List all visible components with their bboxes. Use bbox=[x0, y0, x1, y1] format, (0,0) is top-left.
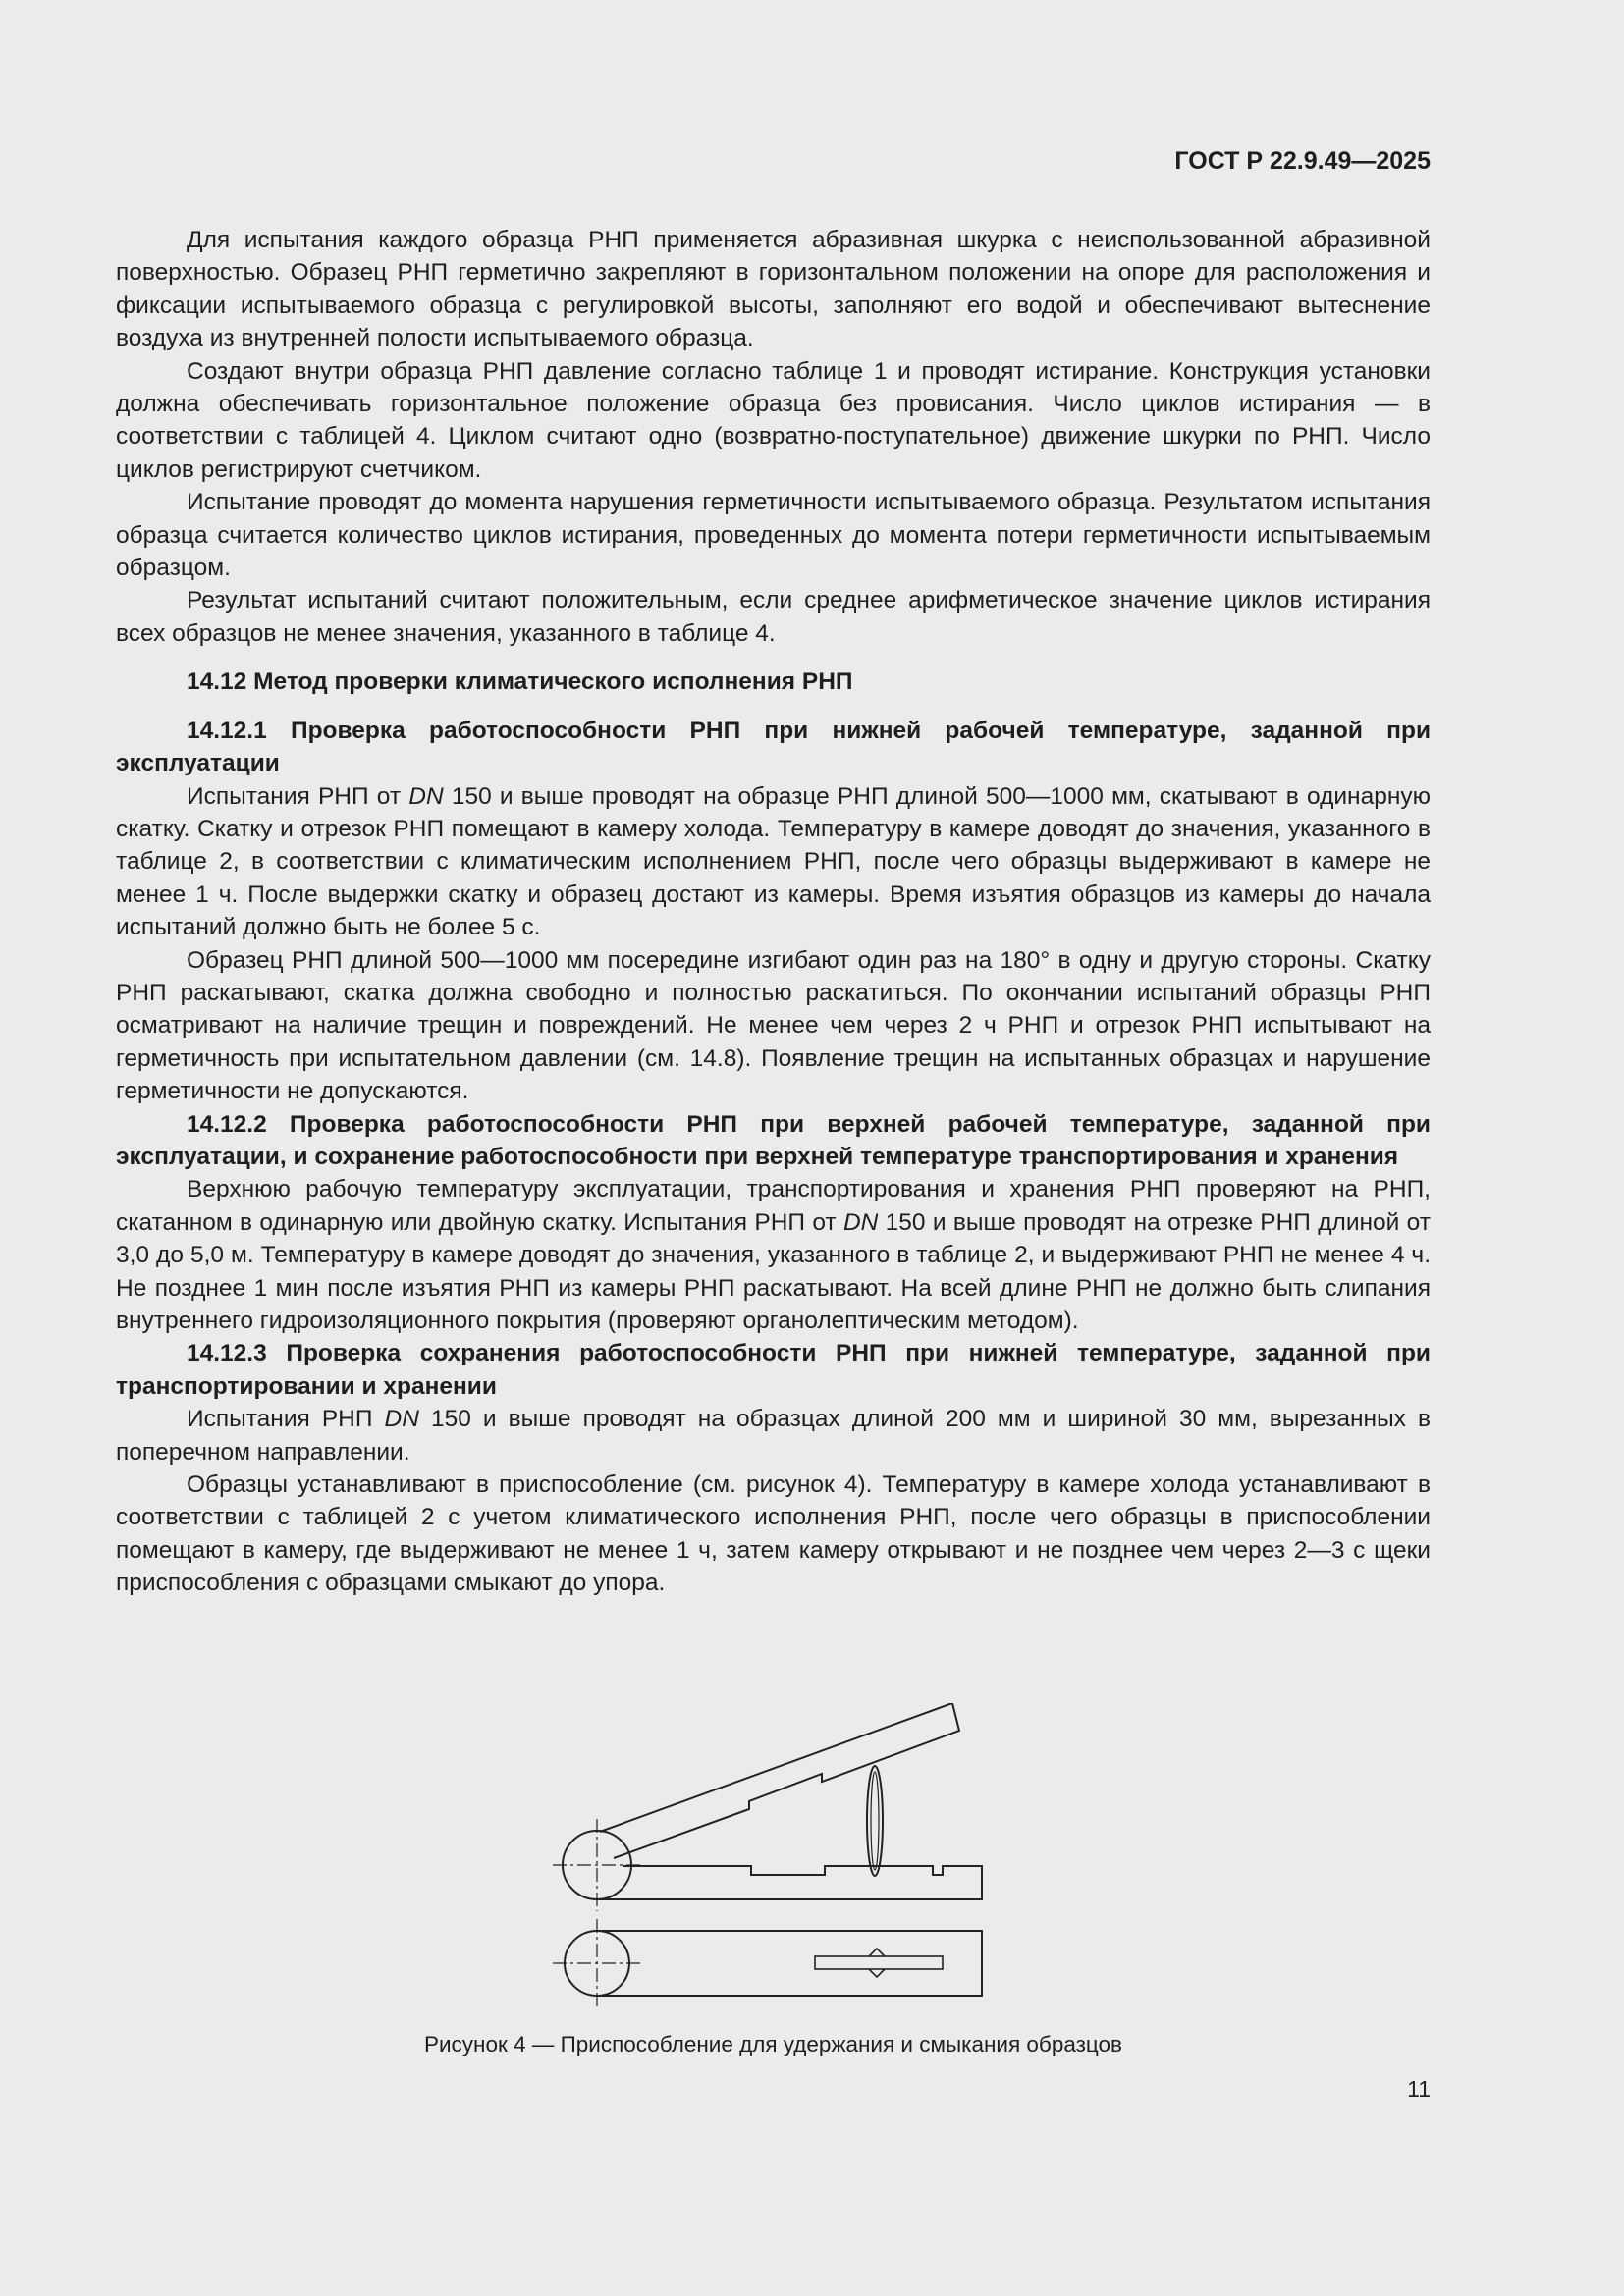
section-heading: 14.12 Метод проверки климатического исполнения РНП bbox=[187, 668, 853, 696]
upper-jaw bbox=[600, 1703, 959, 1858]
figure-caption: Рисунок 4 — Приспособление для удержания и смыкания образцов bbox=[423, 2032, 1123, 2056]
page-number: 11 bbox=[1407, 2076, 1431, 2102]
paragraph: Испытание проводят до момента нарушения герметичности испытываемого образца. Результатом испытания образца считается количество циклов истирания, проведенных до момента потери герметичности испытываемым образцом. bbox=[116, 489, 1431, 582]
paragraph: Испытания РНП от DN 150 и выше проводят на образце РНП длиной 500—1000 мм, скатывают в одинарную скатку. Скатку и отрезок РНП помещают в камеру холода. Температуру в камере доводят до значения, указанного в таблице 2, в соответствии с климатическим исполнением РНП, после чего образцы выдерживают в камере не менее 1 ч. После выдержки скатку и образец достают из камеры. Время изъятия образцов из камеры до начала испытаний должно быть не более 5 с. bbox=[116, 782, 1431, 941]
bottom-plate bbox=[597, 1931, 982, 1996]
paragraph: Создают внутри образца РНП давление согласно таблице 1 и проводят истирание. Конструкция установки должна обеспечивать горизонтальное положение образца без провисания. Число циклов истирания — в соответствии с таблицей 4. Циклом считают одно (возвратно-поступательное) движение шкурки по РНП. Число циклов регистрируют счетчиком. bbox=[116, 357, 1431, 483]
subsection-heading: 14.12.1 Проверка работоспособности РНП при нижней рабочей температуре, заданной при эксплуатации bbox=[116, 717, 1431, 777]
document-body bbox=[116, 224, 1431, 1600]
subsection-heading: 14.12.3 Проверка сохранения работоспособности РНП при нижней температуре, заданной при транспортировании и хранении bbox=[116, 1340, 1431, 1400]
paragraph: Результат испытаний считают положительным, если среднее арифметическое значение циклов истирания всех образцов не менее значения, указанного в таблице 4. bbox=[116, 587, 1431, 647]
sample-loop bbox=[867, 1766, 883, 1876]
lower-jaw bbox=[597, 1866, 982, 1899]
sample-strip bbox=[815, 1956, 943, 1969]
paragraph: Образцы устанавливают в приспособление (см. рисунок 4). Температуру в камере холода устанавливают в соответствии с таблицей 2 с учетом климатического исполнения РНП, после чего образцы в приспособлении помещают в камеру, где выдерживают не менее 1 ч, затем камеру открывают и не позднее чем через 2—3 с щеки приспособления с образцами смыкают до упора. bbox=[116, 1471, 1431, 1597]
clamp-fixture-drawing bbox=[545, 1703, 997, 2007]
paragraph: Образец РНП длиной 500—1000 мм посередине изгибают один раз на 180° в одну и другую стороны. Скатку РНП раскатывают, скатка должна свободно и полностью раскатиться. По окончании испытаний образцы РНП осматривают на наличие трещин и повреждений. Не менее чем через 2 ч РНП и отрезок РНП испытывают на герметичность при испытательном давлении (см. 14.8). Появление трещин на испытанных образцах и нарушение герметичности не допускаются. bbox=[116, 946, 1431, 1105]
figure-4-diagram bbox=[545, 1703, 997, 2012]
paragraph: Верхнюю рабочую температуру эксплуатации, транспортирования и хранения РНП проверяют на РНП, скатанном в одинарную или двойную скатку. Испытания РНП от DN 150 и выше проводят на отрезке РНП длиной от 3,0 до 5,0 м. Температуру в камере доводят до значения, указанного в таблице 2, и выдерживают РНП не менее 4 ч. Не позднее 1 мин после изъятия РНП из камеры РНП раскатывают. На всей длине РНП не должно быть слипания внутреннего гидроизоляционного покрытия (проверяют органолептическим методом). bbox=[116, 1176, 1431, 1334]
subsection-heading: 14.12.2 Проверка работоспособности РНП при верхней рабочей температуре, заданной при эксплуатации, и сохранение работоспособности при верхней температуре транспортирования и хранения bbox=[116, 1110, 1431, 1170]
paragraph: Испытания РНП DN 150 и выше проводят на образцах длиной 200 мм и шириной 30 мм, вырезанных в поперечном направлении. bbox=[116, 1406, 1431, 1466]
document-header: ГОСТ Р 22.9.49—2025 bbox=[1174, 147, 1431, 175]
paragraph: Для испытания каждого образца РНП применяется абразивная шкурка с неиспользованной абразивной поверхностью. Образец РНП герметично закрепляют в горизонтальном положении на опоре для расположения и фиксации испытываемого образца с регулировкой высоты, заполняют его водой и обеспечивают вытеснение воздуха из внутренней полости испытываемого образца. bbox=[116, 227, 1431, 352]
